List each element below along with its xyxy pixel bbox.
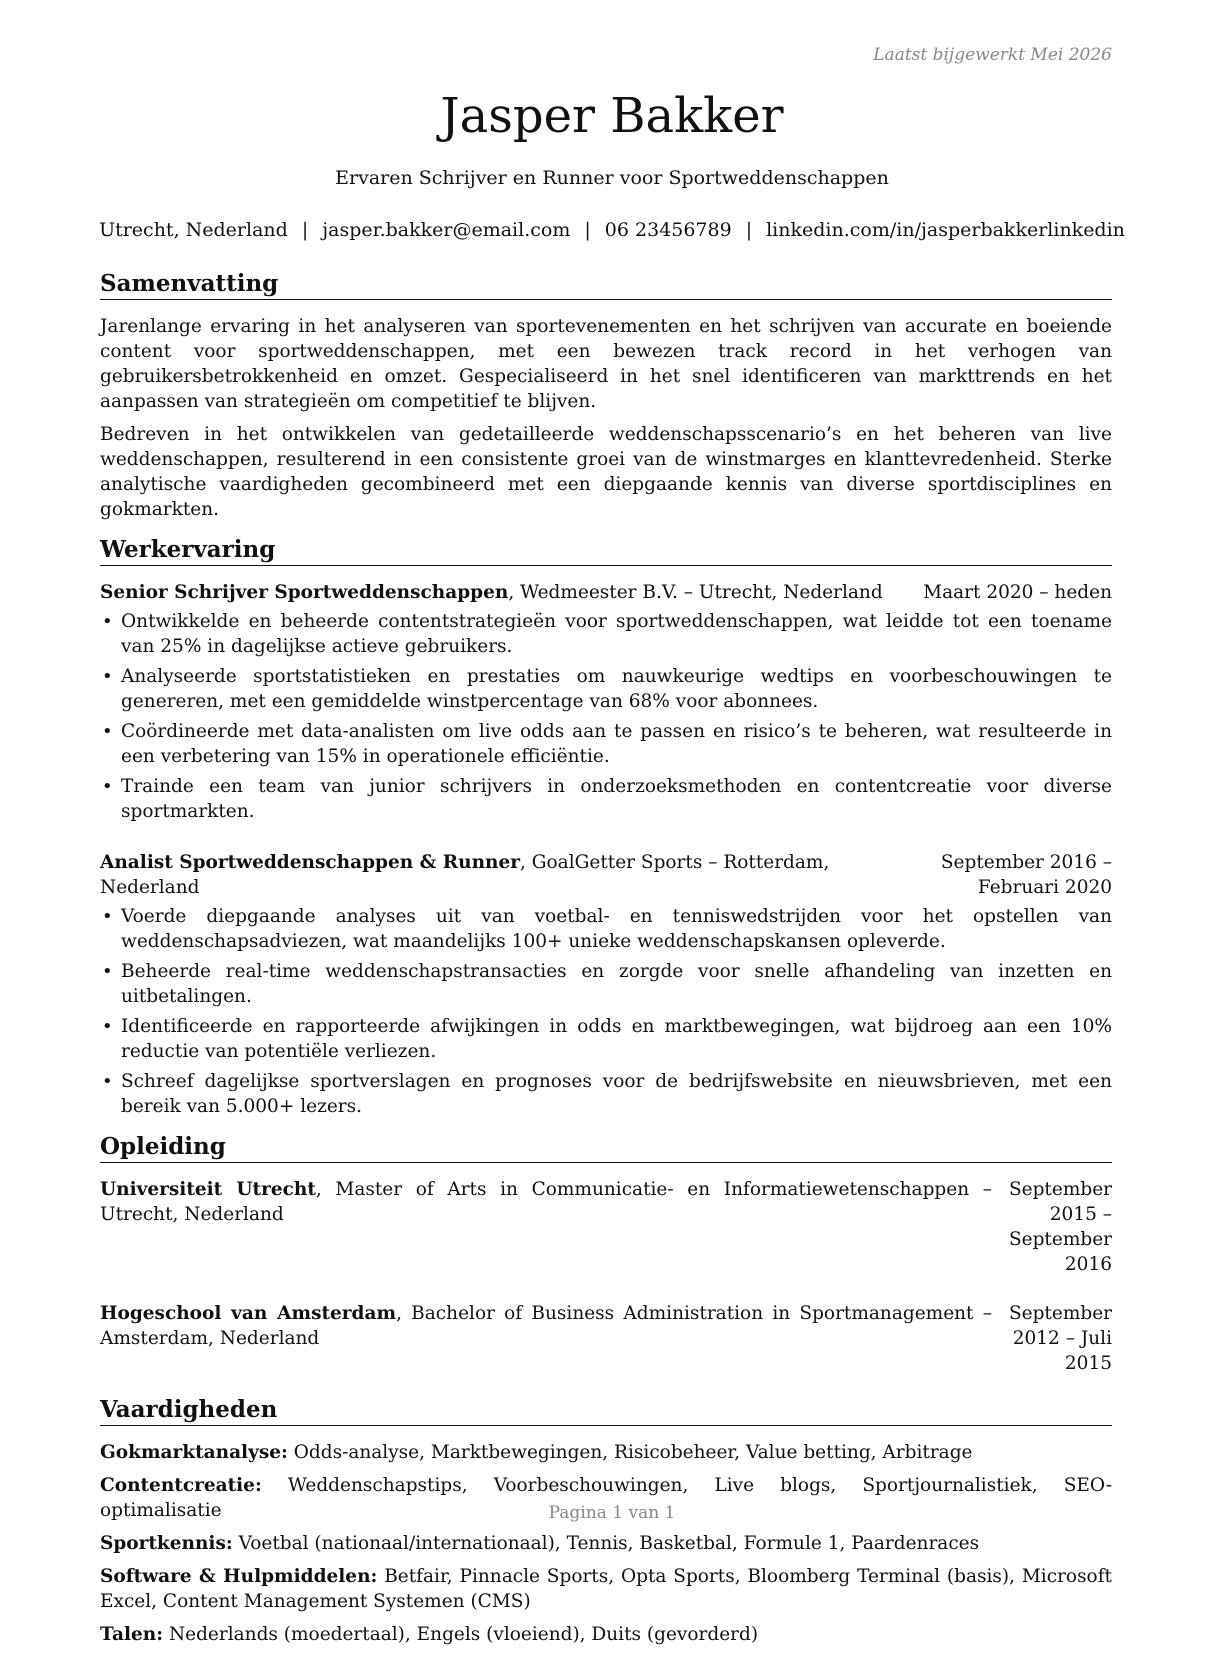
skill-value: Weddenschapstips, Voorbeschouwingen, Live blogs, Sportjournalistiek, SEO-optimalisatie (100, 1475, 1112, 1521)
contact-location: Utrecht, Nederland (99, 219, 288, 241)
job-bullets (100, 904, 1112, 1119)
job-company: , GoalGetter Sports – Rotterdam, Nederland (100, 852, 830, 898)
candidate-subtitle: Ervaren Schrijver en Runner voor Sportweddenschappen (335, 167, 889, 189)
job-header (100, 850, 1112, 900)
skill-row (100, 1564, 1112, 1614)
skill-value: Betfair, Pinnacle Sports, Opta Sports, Bloomberg Terminal (basis), Microsoft Excel, Content Management Systemen (CMS) (100, 1566, 1112, 1612)
job-header (100, 580, 1112, 605)
skill-label: Sportkennis: (100, 1533, 233, 1554)
job-bullet: • Beheerde real-time weddenschapstransacties en zorgde voor snelle afhandeling van inzetten en uitbetalingen. (100, 959, 1112, 1009)
contact-linkedin[interactable]: linkedin.com/in/jasperbakkerlinkedin (766, 219, 1125, 241)
skill-label: Software & Hulpmiddelen: (100, 1566, 378, 1587)
education-dates: September 2012 – Juli 2015 (1008, 1303, 1112, 1374)
job-bullet: • Identificeerde en rapporteerde afwijkingen in odds en marktbewegingen, wat bijdroeg aan een 10% reductie van potentiële verliezen. (100, 1014, 1112, 1064)
education-school: Universiteit Utrecht (100, 1179, 316, 1200)
skill-row (100, 1622, 1112, 1647)
candidate-name: Jasper Bakker (440, 88, 784, 144)
job-bullet: • Ontwikkelde en beheerde contentstrategieën voor sportweddenschappen, wat leidde tot een toename van 25% in dagelijkse actieve gebruikers. (100, 609, 1112, 659)
education-detail: , Master of Arts in Communicatie- en Informatiewetenschappen – Utrecht, Nederland (100, 1179, 992, 1225)
contact-separator: | (745, 219, 753, 241)
education-detail: , Bachelor of Business Administration in Sportmanagement – Amsterdam, Nederland (100, 1303, 992, 1349)
page-number: Pagina 1 van 1 (548, 1503, 676, 1523)
contact-separator: | (301, 219, 309, 241)
skill-label: Gokmarktanalyse: (100, 1442, 288, 1463)
education-heading: Opleiding (100, 1133, 1112, 1163)
summary-paragraph: Bedreven in het ontwikkelen van gedetailleerde weddenschapsscenario’s en het beheren van live weddenschappen, resulterend in een consistente groei van de winstmarges en klanttevredenheid. Sterke analytische vaardigheden gecombineerd met een diepgaande kennis van diverse sportdisciplines en gokmarkten. (100, 424, 1112, 520)
job-role: Analist Sportweddenschappen & Runner (100, 852, 520, 873)
job-dates: September 2016 – Februari 2020 (940, 852, 1112, 898)
summary-heading: Samenvatting (100, 270, 1112, 300)
job-bullet: • Trainde een team van junior schrijvers in onderzoeksmethoden en contentcreatie voor diverse sportmarkten. (100, 774, 1112, 824)
education-school: Hogeschool van Amsterdam (100, 1303, 397, 1324)
skill-row (100, 1440, 1112, 1465)
job-company: , Wedmeester B.V. – Utrecht, Nederland (508, 582, 883, 603)
last-updated: Laatst bijgewerkt Mei 2026 (873, 45, 1112, 65)
skill-value: Voetbal (nationaal/internationaal), Tennis, Basketbal, Formule 1, Paardenraces (232, 1533, 980, 1554)
job-bullet: • Analyseerde sportstatistieken en prestaties om nauwkeurige wedtips en voorbeschouwingen te genereren, met een gemiddelde winstpercentage van 68% voor abonnees. (100, 664, 1112, 714)
job-role: Senior Schrijver Sportweddenschappen (100, 582, 509, 603)
contact-phone: 06 23456789 (604, 219, 732, 241)
skill-row (100, 1531, 1112, 1556)
contact-line (0, 219, 1224, 241)
job-bullet: • Schreef dagelijkse sportverslagen en prognoses voor de bedrijfswebsite en nieuwsbrieven, met een bereik van 5.000+ lezers. (100, 1069, 1112, 1119)
education-dates: September 2015 – September 2016 (1008, 1179, 1112, 1275)
experience-heading: Werkervaring (100, 536, 1112, 566)
contact-separator: | (584, 219, 591, 241)
job-dates: Maart 2020 – heden (923, 582, 1112, 603)
job-bullets (100, 609, 1112, 824)
skill-value: Odds-analyse, Marktbewegingen, Risicobeheer, Value betting, Arbitrage (287, 1442, 973, 1463)
skill-label: Contentcreatie: (100, 1475, 262, 1496)
skill-value: Nederlands (moedertaal), Engels (vloeiend), Duits (gevorderd) (163, 1624, 759, 1645)
education-item (100, 1177, 1112, 1277)
education-item (100, 1301, 1112, 1376)
resume-content (100, 270, 1112, 1655)
job-bullet: • Voerde diepgaande analyses uit van voetbal- en tenniswedstrijden voor het opstellen van weddenschapsadviezen, wat maandelijks 100+ unieke weddenschapskansen opleverde. (100, 904, 1112, 954)
job-bullet: • Coördineerde met data-analisten om live odds aan te passen en risico’s te beheren, wat resulteerde in een verbetering van 15% in operationele efficiëntie. (100, 719, 1112, 769)
summary-paragraph: Jarenlange ervaring in het analyseren van sportevenementen en het schrijven van accurate en boeiende content voor sportweddenschappen, met een bewezen track record in het verhogen van gebruikersbetrokkenheid en omzet. Gespecialiseerd in het snel identificeren van markttrends en het aanpassen van strategieën om competitief te blijven. (100, 316, 1112, 412)
skill-label: Talen: (100, 1624, 164, 1645)
skills-heading: Vaardigheden (100, 1396, 1112, 1426)
contact-email[interactable]: jasper.bakker@email.com (322, 219, 571, 241)
